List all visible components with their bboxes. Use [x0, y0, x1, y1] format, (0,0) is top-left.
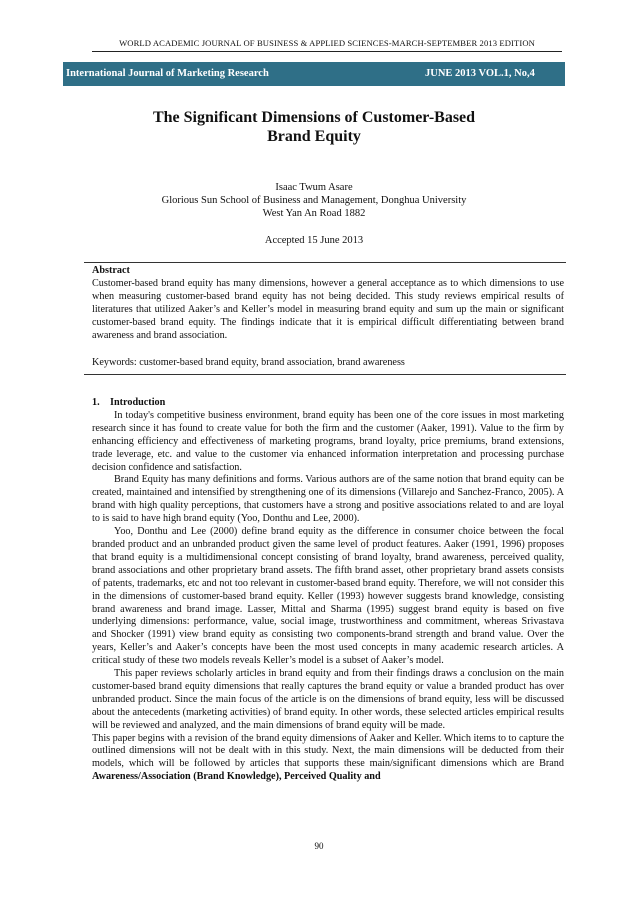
keywords: Keywords: customer-based brand equity, brand association, brand awareness: [92, 357, 405, 368]
author-affiliation: Glorious Sun School of Business and Management, Donghua University: [161, 195, 467, 206]
paper-title: [100, 108, 528, 146]
accepted-date: Accepted 15 June 2013: [264, 235, 364, 246]
abstract-text: Customer-based brand equity has many dimensions, however a general acceptance as to which dimensions to use when measuring customer-based brand equity has not being decided. This study reviews empirical results of literatures that utilized Aaker’s and Keller’s model in measuring brand equity and sum up the main or significant customer-based brand equity. The findings indicate that it is empirical difficult differentiating between brand awareness and brand association.: [92, 277, 564, 341]
paragraph-3: Yoo, Donthu and Lee (2000) define brand equity as the difference in consumer choice between the focal branded product and an unbranded product given the same level of product features. Aaker (1991, 1996) proposes that brand equity is a multidimensional concept consisting of brand loyalty, brand awareness, perceived quality, brand associations and other proprietary brand assets. The fifth brand asset, other proprietary brand assets consists of patents, trademarks, etc and not too relevant in customer-based brand equity. Therefore, we will not consider this in the dimensions of customer-based brand equity. Keller (1993) however suggests brand knowledge, consisting brand awareness and brand image. Lasser, Mittal and Sharma (1995) suggest brand equity is based on five underlying dimensions: performance, value, social image, trustworthiness and commitment, whereas Srivastava and Shocker (1991) view brand equity as consisting two components-brand strength and brand value. Over the years, Keller’s and Aaker’s concepts have been the most used concepts in many academic research articles. A critical study of these two models reveals Keller’s model is a subset of Aaker’s model.: [92, 526, 564, 667]
section-title: Introduction: [110, 397, 166, 408]
paragraph-5-bold: Awareness/Association (Brand Knowledge), Perceived Quality and: [92, 771, 381, 783]
paragraph-5: [92, 733, 564, 785]
title-line-2: Brand Equity: [267, 128, 361, 145]
abstract-block: [92, 265, 564, 342]
paragraph-5-text: This paper begins with a revision of the brand equity dimensions of Aaker and Keller. Which items to to capture the outlined dimensions will not be dealt with in this study. Next, the main dimensions will be deducted from their models, which will be followed by articles that supports these main/significant dimensions which are Brand: [92, 732, 564, 770]
section-number: 1.: [92, 397, 100, 408]
paragraph-4: This paper reviews scholarly articles in brand equity and from their findings draws a conclusion on the main customer-based brand equity dimensions that really captures the brand equity or value a branded product has over unbranded product. Since the main focus of the article is on the dimensions of brand equity, less will be discussed about the antecedents (marketing activities) of brand equity. In other words, these selected articles empirical results will be reviewed and analyzed, and the main dimensions of brand equity will be made.: [92, 668, 564, 731]
abstract-bottom-rule: [84, 374, 566, 375]
abstract-heading: Abstract: [92, 265, 130, 276]
journal-banner: [63, 62, 565, 86]
paragraph-1: In today's competitive business environment, brand equity has been one of the core issues in most marketing research since it has found to create value for both the firm and the customer (Aaker, 1991). Value to the firm by enhancing efficiency and effectiveness of marketing programs, brand loyalty, price premiums, brand extensions, trade leverage, etc. and value to the customer via enhanced information interpretation and processing purchase decision confidence and satisfaction.: [92, 409, 564, 473]
abstract-top-rule: [84, 262, 566, 263]
title-line-1: The Significant Dimensions of Customer-Based: [152, 109, 476, 126]
paragraph-2: Brand Equity has many definitions and forms. Various authors are of the same notion that brand equity can be created, maintained and intensified by strengthening one of its dimensions (Villarejo and Sanchez-Franco, 2005). A brand with high quality perceptions, that customers have a strong and positive associations related to and are loyal to is said to have high brand equity (Yoo, Donthu and Lee, 2000).: [92, 474, 564, 525]
page-number: 90: [314, 841, 324, 851]
author-address: West Yan An Road 1882: [262, 208, 366, 219]
author-name: Isaac Twum Asare: [275, 182, 353, 193]
journal-edition-line: WORLD ACADEMIC JOURNAL OF BUSINESS & APPLIED SCIENCES-MARCH-SEPTEMBER 2013 EDITION: [92, 38, 562, 52]
introduction-section: [92, 397, 564, 784]
journal-name: International Journal of Marketing Research: [66, 68, 269, 79]
section-heading: [92, 397, 564, 410]
issue-info: JUNE 2013 VOL.1, No,4: [425, 68, 535, 79]
